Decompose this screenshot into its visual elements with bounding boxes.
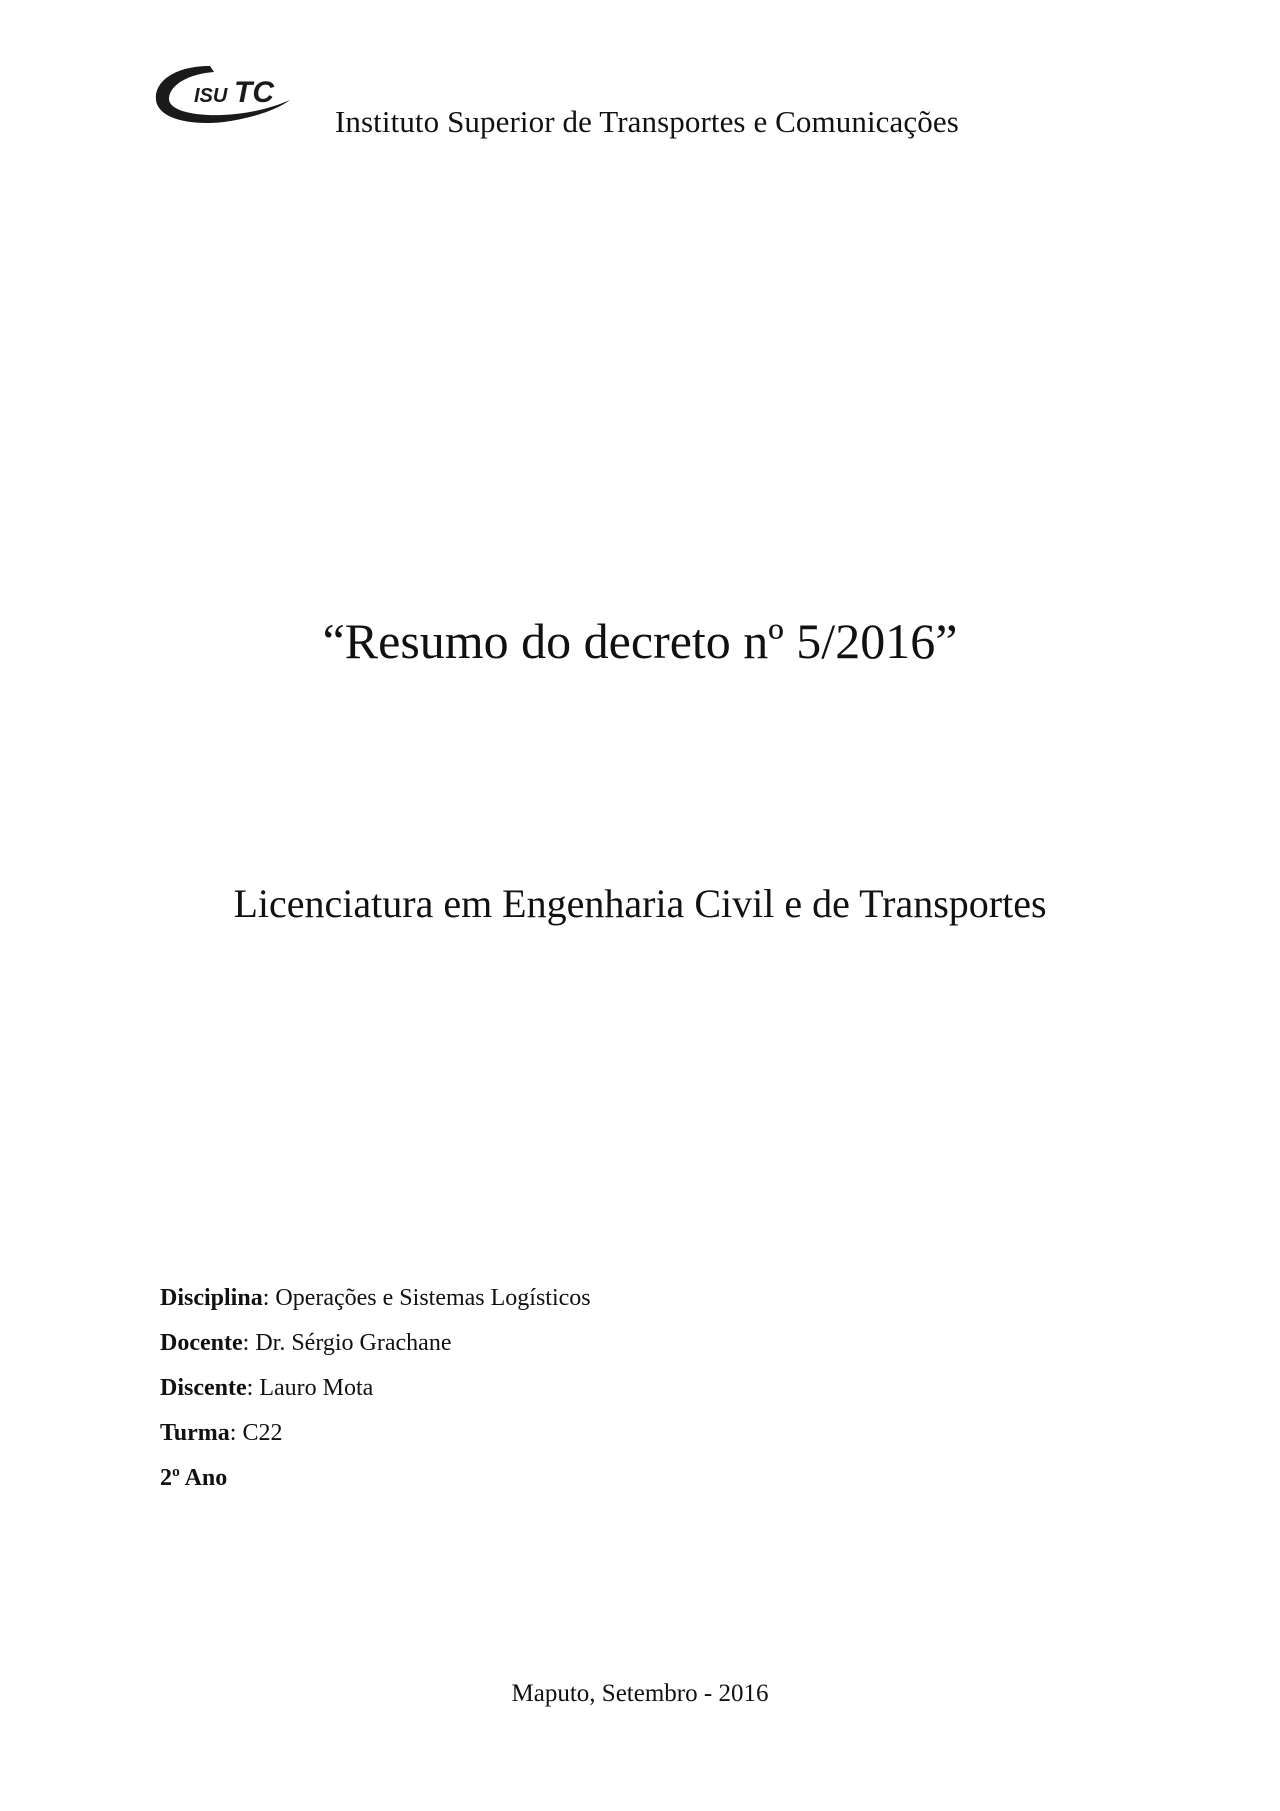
isutc-logo	[152, 60, 302, 140]
info-separator: :	[246, 1375, 260, 1401]
document-title: “Resumo do decreto nº 5/2016”	[322, 613, 958, 669]
info-value: Lauro Mota	[259, 1375, 374, 1401]
info-label: Disciplina	[160, 1285, 263, 1311]
info-value: Operações e Sistemas Logísticos	[275, 1285, 591, 1311]
svg-text:TC: TC	[234, 76, 274, 109]
info-separator: :	[242, 1330, 256, 1356]
footer-place-date: Maputo, Setembro - 2016	[511, 1680, 769, 1707]
info-row-docente	[160, 1321, 591, 1366]
info-row-ano	[160, 1456, 591, 1501]
info-row-discente	[160, 1366, 591, 1411]
info-label: 2º Ano	[160, 1465, 228, 1491]
info-value: Dr. Sérgio Grachane	[255, 1330, 452, 1356]
info-label: Docente	[160, 1330, 243, 1356]
info-label: Discente	[160, 1375, 247, 1401]
info-separator: :	[229, 1420, 243, 1446]
info-value: C22	[242, 1420, 283, 1446]
institution-name: Instituto Superior de Transportes e Comunicações	[335, 104, 959, 139]
svg-text:ISU: ISU	[194, 85, 228, 107]
course-name: Licenciatura em Engenharia Civil e de Transportes	[233, 881, 1047, 926]
info-label: Turma	[160, 1420, 230, 1446]
info-block	[160, 1276, 591, 1501]
info-row-turma	[160, 1411, 591, 1456]
info-row-disciplina	[160, 1276, 591, 1321]
info-separator: :	[262, 1285, 276, 1311]
